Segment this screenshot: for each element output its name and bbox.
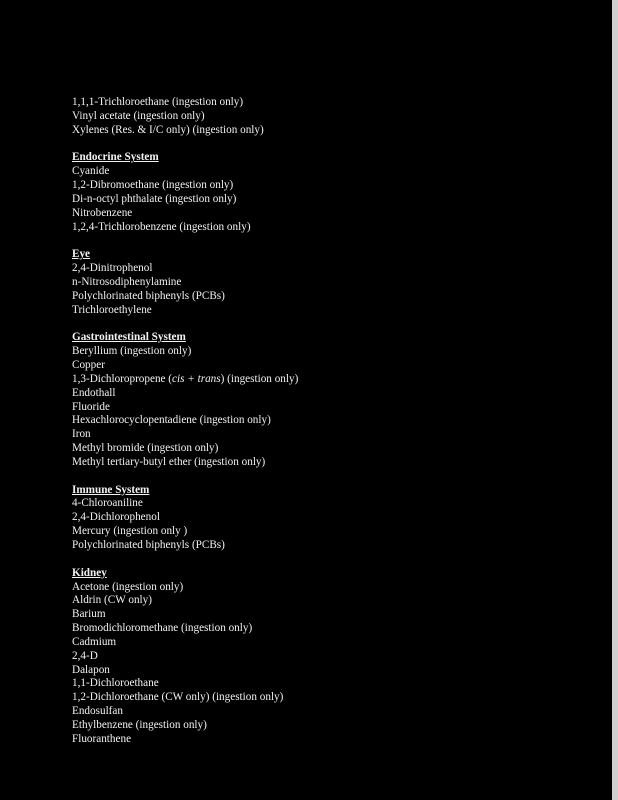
- list-item: Ethylbenzene (ingestion only): [72, 718, 207, 731]
- list-item: Fluoride: [72, 400, 110, 413]
- list-item: Polychlorinated biphenyls (PCBs): [72, 289, 225, 302]
- list-item: Trichloroethylene: [72, 303, 152, 316]
- list-item: n-Nitrosodiphenylamine: [72, 275, 182, 288]
- list-item: Methyl tertiary-butyl ether (ingestion only): [72, 455, 266, 468]
- list-item: Vinyl acetate (ingestion only): [72, 109, 205, 122]
- list-item: 1,2-Dichloroethane (CW only) (ingestion only): [72, 691, 284, 704]
- page-right-edge: [612, 0, 618, 800]
- list-item: Barium: [72, 608, 106, 621]
- section-heading: Endocrine System: [72, 151, 159, 164]
- list-item: Xylenes (Res. & I/C only) (ingestion only): [72, 123, 264, 136]
- list-item: Beryllium (ingestion only): [72, 345, 192, 358]
- list-item: Di-n-octyl phthalate (ingestion only): [72, 192, 237, 205]
- section-heading: Gastrointestinal System: [72, 331, 186, 344]
- list-item: 4-Chloroaniline: [72, 497, 143, 510]
- list-item: Iron: [72, 428, 91, 441]
- continued-list: [72, 96, 592, 138]
- list-item-text: 1,3-Dichloropropene (: [72, 372, 173, 385]
- list-item: Endosulfan: [72, 705, 123, 718]
- section-kidney: [72, 567, 592, 747]
- section-heading: Eye: [72, 248, 91, 261]
- list-item: Nitrobenzene: [72, 206, 133, 219]
- list-item: Cadmium: [72, 635, 117, 648]
- list-item: 1,2-Dibromoethane (ingestion only): [72, 179, 234, 192]
- section-gastrointestinal-system: [72, 331, 592, 469]
- list-item: Mercury (ingestion only ): [72, 525, 188, 538]
- toxicity-list: [72, 96, 592, 747]
- list-item: Bromodichloromethane (ingestion only): [72, 622, 253, 635]
- list-item: 2,4-Dichlorophenol: [72, 511, 160, 524]
- list-item: Methyl bromide (ingestion only): [72, 442, 219, 455]
- list-item: Cyanide: [72, 165, 110, 178]
- list-item: Polychlorinated biphenyls (PCBs): [72, 539, 225, 551]
- list-item: 2,4-D: [72, 649, 98, 662]
- section-immune-system: [72, 484, 592, 553]
- list-item: Dalapon: [72, 663, 110, 676]
- list-item: Copper: [72, 359, 105, 372]
- list-item: Hexachlorocyclopentadiene (ingestion only): [72, 414, 271, 427]
- list-item: 1,1-Dichloroethane: [72, 677, 159, 690]
- list-item: 1,2,4-Trichlorobenzene (ingestion only): [72, 220, 251, 233]
- list-item: 2,4-Dinitrophenol: [72, 262, 153, 275]
- list-item: Acetone (ingestion only): [72, 580, 184, 593]
- section-eye: [72, 248, 592, 317]
- section-heading: Kidney: [72, 566, 107, 579]
- list-item-suffix: ) (ingestion only): [220, 372, 299, 385]
- section-endocrine-system: [72, 151, 592, 234]
- list-item: Aldrin (CW only): [72, 594, 152, 607]
- list-item-dichloropropene: [72, 373, 592, 387]
- isomer-note: cis + trans: [172, 372, 221, 385]
- list-item: Fluoranthene: [72, 732, 132, 745]
- section-heading: Immune System: [72, 483, 150, 496]
- list-item: Endothall: [72, 386, 116, 399]
- list-item: 1,1,1-Trichloroethane (ingestion only): [72, 96, 244, 108]
